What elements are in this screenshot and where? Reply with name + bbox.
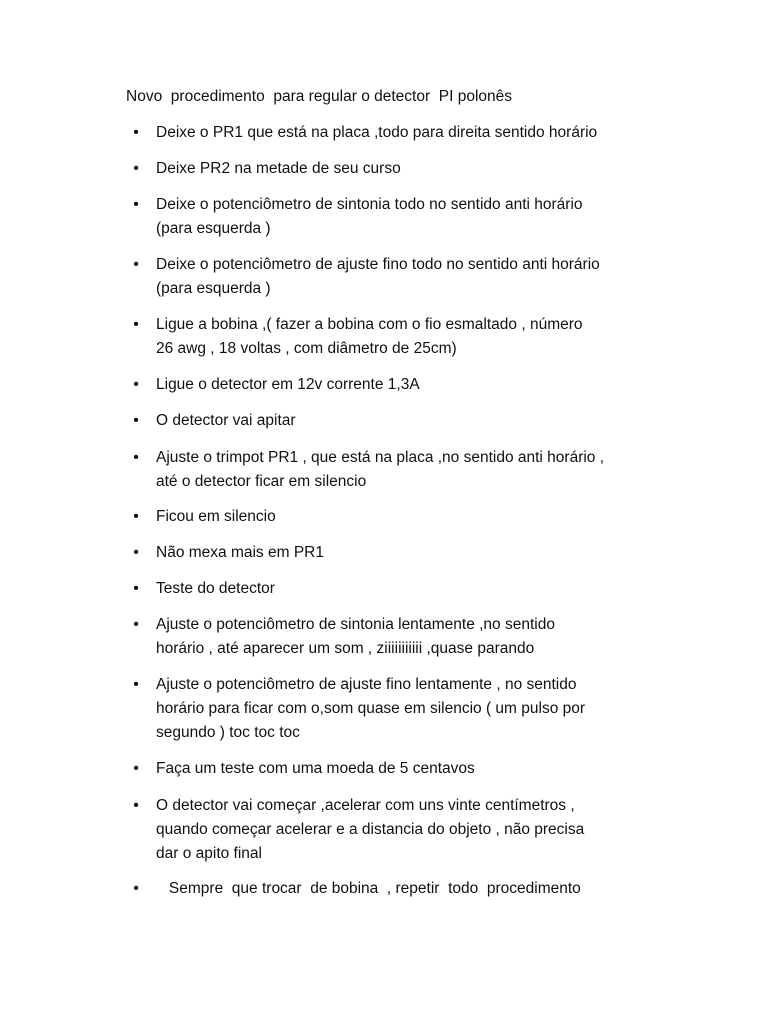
list-item <box>131 794 671 866</box>
bullet-icon <box>131 157 141 181</box>
list-item <box>131 541 671 565</box>
list-item-text: Ligue a bobina ,( fazer a bobina com o fio esmaltado , número 26 awg , 18 voltas , com diâmetro de 25cm) <box>156 316 583 357</box>
list-item <box>131 157 671 181</box>
bullet-icon <box>131 541 141 565</box>
list-item-text: Deixe PR2 na metade de seu curso <box>156 160 401 177</box>
bullet-icon <box>131 613 141 637</box>
list-item <box>131 505 671 529</box>
list-item-text: Deixe o potenciômetro de sintonia todo no sentido anti horário (para esquerda ) <box>156 196 583 237</box>
list-item <box>131 313 671 361</box>
list-item <box>131 673 671 745</box>
bullet-icon <box>131 877 141 901</box>
bullet-icon <box>131 373 141 397</box>
list-item <box>131 446 671 494</box>
list-item-text: Sempre que trocar de bobina , repetir todo procedimento <box>156 880 581 897</box>
list-item-text: O detector vai apitar <box>156 412 296 429</box>
list-item <box>131 877 671 901</box>
list-item <box>131 373 671 397</box>
list-item <box>131 613 671 661</box>
list-item-text: O detector vai começar ,acelerar com uns vinte centímetros , quando começar acelerar e a distancia do objeto , não precisa dar o apito final <box>156 797 585 862</box>
bullet-icon <box>131 673 141 697</box>
list-item-text: Ajuste o potenciômetro de sintonia lentamente ,no sentido horário , até aparecer um som , ziiiiiiiiiii ,quase parando <box>156 616 555 657</box>
bullet-icon <box>131 577 141 601</box>
bullet-icon <box>131 446 141 470</box>
bullet-icon <box>131 757 141 781</box>
bullet-icon <box>131 193 141 217</box>
list-item <box>131 577 671 601</box>
list-item-text: Ligue o detector em 12v corrente 1,3A <box>156 376 420 393</box>
list-item-text: Ficou em silencio <box>156 508 276 525</box>
bullet-icon <box>131 409 141 433</box>
list-item-text: Deixe o potenciômetro de ajuste fino todo no sentido anti horário (para esquerda ) <box>156 256 600 297</box>
bullet-icon <box>131 313 141 337</box>
list-item-text: Faça um teste com uma moeda de 5 centavos <box>156 760 475 777</box>
bullet-icon <box>131 505 141 529</box>
list-item-text: Deixe o PR1 que está na placa ,todo para direita sentido horário <box>156 124 598 141</box>
list-item-text: Ajuste o potenciômetro de ajuste fino lentamente , no sentido horário para ficar com o,som quase em silencio ( um pulso por segundo ) toc toc toc <box>156 676 586 741</box>
bullet-icon <box>131 121 141 145</box>
document-title: Novo procedimento para regular o detector PI polonês <box>126 88 513 105</box>
list-item-text: Teste do detector <box>156 580 275 597</box>
bullet-icon <box>131 794 141 818</box>
list-item <box>131 253 671 301</box>
list-item <box>131 193 671 241</box>
list-item <box>131 757 671 781</box>
list-item-text: Não mexa mais em PR1 <box>156 544 324 561</box>
list-item-text: Ajuste o trimpot PR1 , que está na placa ,no sentido anti horário , até o detector ficar em silencio <box>156 449 605 490</box>
list-item <box>131 121 671 145</box>
bullet-icon <box>131 253 141 277</box>
list-item <box>131 409 671 433</box>
